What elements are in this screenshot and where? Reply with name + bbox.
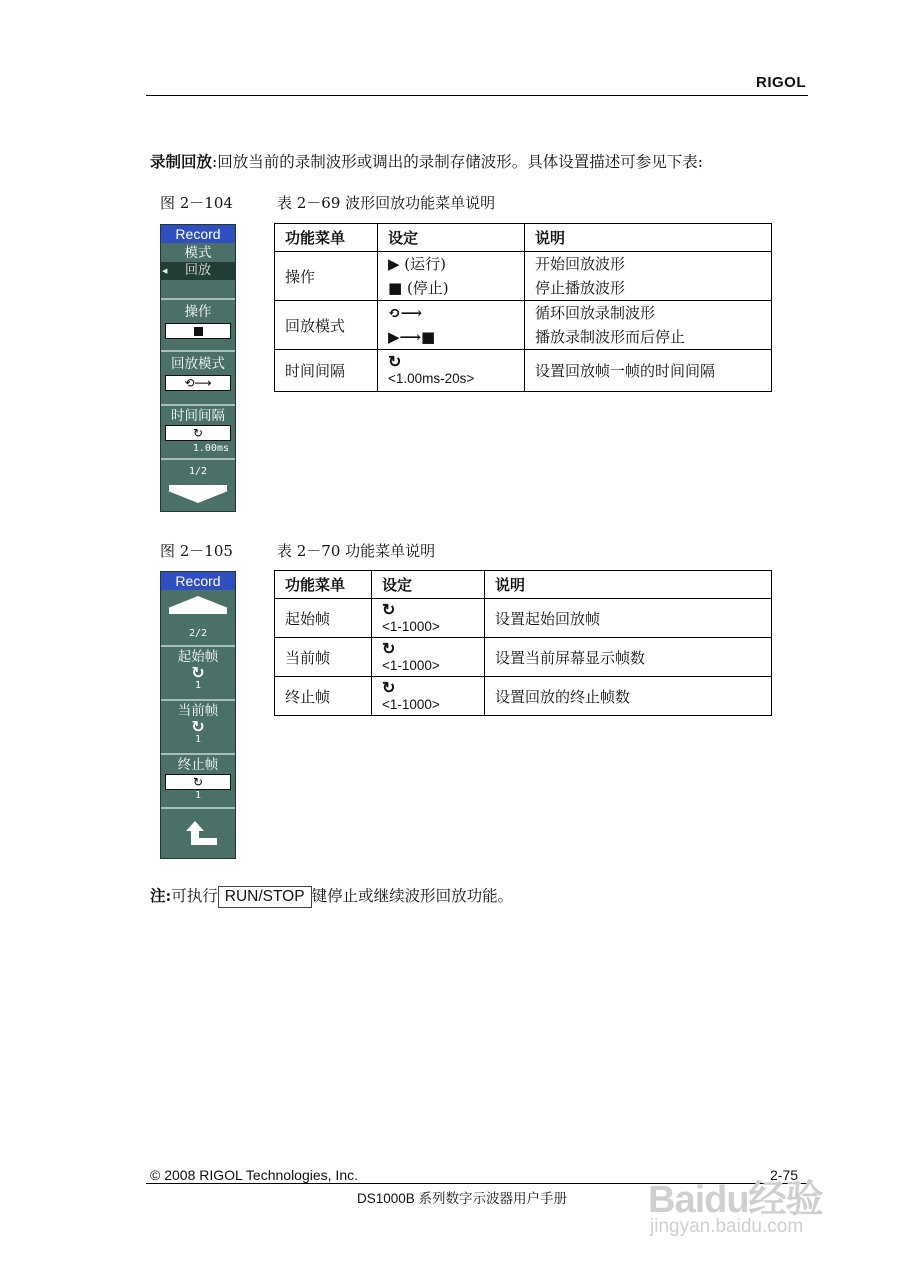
note-post: 键停止或继续波形回放功能。 xyxy=(311,887,514,905)
rotate-knob-icon: ↻ xyxy=(388,354,402,371)
table-row xyxy=(275,638,772,677)
row-setting: ↻ <1-1000> xyxy=(372,677,485,716)
stop-setting: ■ (停止) xyxy=(388,279,449,297)
row-desc: 设置回放的终止帧数 xyxy=(485,677,772,716)
table-row xyxy=(275,301,772,350)
table-69 xyxy=(274,223,772,392)
row-setting: ↻ <1.00ms-20s> xyxy=(378,350,525,392)
current-frame-label: 当前帧 xyxy=(177,703,219,719)
figure-105-caption: 图 2－105 xyxy=(160,542,233,560)
header-rule xyxy=(146,95,808,96)
note-pre: 可执行 xyxy=(171,887,218,905)
manual-title: DS1000B 系列数字示波器用户手册 xyxy=(357,1191,568,1206)
current-frame-softkey[interactable] xyxy=(161,699,235,753)
table-70 xyxy=(274,570,772,716)
row-desc: 设置回放帧一帧的时间间隔 xyxy=(525,350,772,392)
table-row xyxy=(275,252,772,301)
record-menu-panel-2 xyxy=(160,571,236,859)
table-row xyxy=(275,677,772,716)
playback-mode-label: 回放模式 xyxy=(171,356,225,372)
panel-title: Record xyxy=(161,225,235,243)
end-frame-value: 1 xyxy=(194,790,202,801)
table-row xyxy=(275,350,772,392)
rotate-knob-icon: ↻ xyxy=(382,601,396,619)
header-desc: 说明 xyxy=(525,224,772,252)
record-menu-panel-1 xyxy=(160,224,236,512)
watermark-url: jingyan.baidu.com xyxy=(650,1216,804,1237)
return-softkey[interactable] xyxy=(161,807,235,861)
end-frame-label: 终止帧 xyxy=(177,757,219,773)
interval-value: 1.00ms xyxy=(192,443,229,454)
header-desc: 说明 xyxy=(485,571,772,599)
rotate-knob-icon: ↻ xyxy=(165,425,231,441)
intro-term: 录制回放 xyxy=(150,152,213,171)
page-indicator: 1/2 xyxy=(188,466,208,477)
interval-softkey[interactable] xyxy=(161,404,235,458)
playback-mode-softkey[interactable] xyxy=(161,350,235,404)
row-setting: ↻ <1-1000> xyxy=(372,638,485,677)
row-desc: 设置起始回放帧 xyxy=(485,599,772,638)
row-menu: 当前帧 xyxy=(275,638,372,677)
header-setting: 设定 xyxy=(378,224,525,252)
current-frame-value: 1 xyxy=(194,734,202,745)
run-stop-key: RUN/STOP xyxy=(218,886,312,908)
note-label: 注: xyxy=(150,886,172,905)
copyright: © 2008 RIGOL Technologies, Inc. xyxy=(150,1167,358,1183)
intro-paragraph xyxy=(150,150,703,172)
start-frame-softkey[interactable] xyxy=(161,645,235,699)
operation-label: 操作 xyxy=(184,304,212,320)
row-menu: 时间间隔 xyxy=(275,350,378,392)
mode-softkey[interactable] xyxy=(161,243,235,298)
table-69-caption: 表 2－69 波形回放功能菜单说明 xyxy=(277,194,496,212)
start-frame-value: 1 xyxy=(194,680,202,691)
stop-icon xyxy=(165,323,231,339)
arrow-down-icon xyxy=(161,485,235,503)
header-menu: 功能菜单 xyxy=(275,224,378,252)
loop-icon: ⟲⟶ xyxy=(165,375,231,391)
row-desc: 设置当前屏幕显示帧数 xyxy=(485,638,772,677)
mode-value: ◀ 回放 xyxy=(161,262,235,280)
note-paragraph xyxy=(150,884,513,908)
row-menu: 起始帧 xyxy=(275,599,372,638)
arrow-up-icon xyxy=(161,590,235,614)
table-row xyxy=(275,599,772,638)
row-menu: 终止帧 xyxy=(275,677,372,716)
brand-logo: RIGOL xyxy=(756,74,806,91)
rotate-knob-icon: ↻ xyxy=(382,640,396,658)
watermark-logo: Baidu经验 xyxy=(648,1179,823,1221)
loop-playback-icon: ⟲⟶ xyxy=(388,304,423,322)
page-number: 2-75 xyxy=(770,1167,799,1183)
panel-title: Record xyxy=(161,572,235,590)
run-setting: ▶ (运行) xyxy=(388,255,447,273)
selector-arrow-icon: ◀ xyxy=(162,267,168,275)
row-setting: ↻ <1-1000> xyxy=(372,599,485,638)
prev-page-softkey[interactable] xyxy=(161,590,235,645)
rotate-knob-icon: ↻ xyxy=(191,717,205,736)
next-page-softkey[interactable] xyxy=(161,458,235,512)
header-setting: 设定 xyxy=(372,571,485,599)
operation-softkey[interactable] xyxy=(161,298,235,350)
start-frame-label: 起始帧 xyxy=(177,649,219,665)
row-desc: 开始回放波形 停止播放波形 xyxy=(525,252,772,301)
figure-104-caption: 图 2－104 xyxy=(160,194,233,212)
row-desc: 循环回放录制波形 播放录制波形而后停止 xyxy=(525,301,772,350)
intro-text: :回放当前的录制波形或调出的录制存储波形。具体设置描述可参见下表: xyxy=(212,153,703,171)
rotate-knob-icon: ↻ xyxy=(165,774,231,790)
mode-label: 模式 xyxy=(184,245,212,261)
row-setting xyxy=(378,301,525,350)
rotate-knob-icon: ↻ xyxy=(382,679,396,697)
return-arrow-icon xyxy=(178,821,218,847)
interval-label: 时间间隔 xyxy=(171,408,225,424)
row-menu: 回放模式 xyxy=(275,301,378,350)
header-menu: 功能菜单 xyxy=(275,571,372,599)
rotate-knob-icon: ↻ xyxy=(191,663,205,682)
row-menu: 操作 xyxy=(275,252,378,301)
play-once-icon: ▶⟶■ xyxy=(388,328,436,346)
row-setting xyxy=(378,252,525,301)
page-indicator: 2/2 xyxy=(188,628,208,639)
table-70-caption: 表 2－70 功能菜单说明 xyxy=(277,542,436,560)
end-frame-softkey[interactable] xyxy=(161,753,235,807)
